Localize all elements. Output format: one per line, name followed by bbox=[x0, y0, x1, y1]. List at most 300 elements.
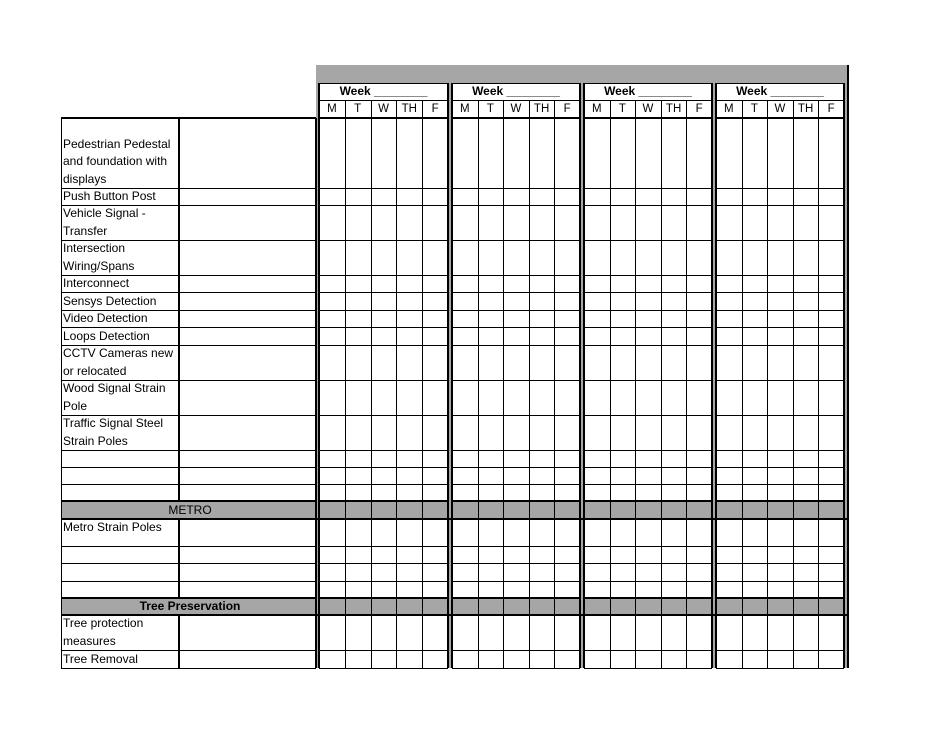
day-check-cell[interactable] bbox=[554, 292, 580, 310]
day-check-cell[interactable] bbox=[793, 380, 819, 415]
day-check-cell[interactable] bbox=[422, 327, 448, 345]
day-check-cell[interactable] bbox=[422, 415, 448, 450]
day-check-cell[interactable] bbox=[584, 310, 610, 327]
day-check-cell[interactable] bbox=[529, 484, 555, 501]
day-check-cell[interactable] bbox=[319, 615, 345, 650]
day-check-cell[interactable] bbox=[686, 240, 712, 275]
day-check-cell[interactable] bbox=[793, 581, 819, 598]
day-check-cell[interactable] bbox=[503, 292, 529, 310]
day-check-cell[interactable] bbox=[767, 467, 793, 484]
day-check-cell[interactable] bbox=[422, 345, 448, 380]
day-check-cell[interactable] bbox=[452, 345, 478, 380]
day-check-cell[interactable] bbox=[554, 467, 580, 484]
day-check-cell[interactable] bbox=[422, 450, 448, 467]
day-check-cell[interactable] bbox=[716, 345, 742, 380]
day-check-cell[interactable] bbox=[529, 519, 555, 546]
day-check-cell[interactable] bbox=[478, 467, 504, 484]
day-check-cell[interactable] bbox=[319, 310, 345, 327]
day-check-cell[interactable] bbox=[610, 345, 636, 380]
day-check-cell[interactable] bbox=[767, 188, 793, 205]
day-check-cell[interactable] bbox=[767, 292, 793, 310]
day-check-cell[interactable] bbox=[422, 615, 448, 650]
day-check-cell[interactable] bbox=[371, 615, 397, 650]
day-check-cell[interactable] bbox=[396, 188, 422, 205]
notes-cell[interactable] bbox=[179, 205, 316, 240]
day-check-cell[interactable] bbox=[610, 380, 636, 415]
day-check-cell[interactable] bbox=[452, 519, 478, 546]
day-check-cell[interactable] bbox=[584, 188, 610, 205]
day-check-cell[interactable] bbox=[686, 188, 712, 205]
day-check-cell[interactable] bbox=[584, 563, 610, 581]
day-check-cell[interactable] bbox=[319, 205, 345, 240]
day-check-cell[interactable] bbox=[554, 118, 580, 188]
notes-cell[interactable] bbox=[179, 310, 316, 327]
day-check-cell[interactable] bbox=[610, 650, 636, 668]
day-check-cell[interactable] bbox=[529, 650, 555, 668]
day-check-cell[interactable] bbox=[793, 563, 819, 581]
day-check-cell[interactable] bbox=[610, 484, 636, 501]
day-check-cell[interactable] bbox=[818, 650, 844, 668]
day-check-cell[interactable] bbox=[635, 546, 661, 563]
day-check-cell[interactable] bbox=[584, 327, 610, 345]
day-check-cell[interactable] bbox=[319, 188, 345, 205]
day-check-cell[interactable] bbox=[610, 581, 636, 598]
day-check-cell[interactable] bbox=[345, 327, 371, 345]
day-check-cell[interactable] bbox=[716, 484, 742, 501]
day-check-cell[interactable] bbox=[422, 519, 448, 546]
day-check-cell[interactable] bbox=[554, 345, 580, 380]
day-check-cell[interactable] bbox=[345, 188, 371, 205]
day-check-cell[interactable] bbox=[661, 327, 687, 345]
day-check-cell[interactable] bbox=[503, 546, 529, 563]
day-check-cell[interactable] bbox=[503, 615, 529, 650]
day-check-cell[interactable] bbox=[686, 563, 712, 581]
day-check-cell[interactable] bbox=[742, 581, 768, 598]
day-check-cell[interactable] bbox=[371, 275, 397, 292]
day-check-cell[interactable] bbox=[818, 380, 844, 415]
day-check-cell[interactable] bbox=[529, 327, 555, 345]
day-check-cell[interactable] bbox=[345, 467, 371, 484]
day-check-cell[interactable] bbox=[818, 546, 844, 563]
day-check-cell[interactable] bbox=[319, 275, 345, 292]
day-check-cell[interactable] bbox=[635, 450, 661, 467]
day-check-cell[interactable] bbox=[422, 467, 448, 484]
day-check-cell[interactable] bbox=[371, 205, 397, 240]
day-check-cell[interactable] bbox=[661, 240, 687, 275]
day-check-cell[interactable] bbox=[793, 188, 819, 205]
day-check-cell[interactable] bbox=[503, 327, 529, 345]
day-check-cell[interactable] bbox=[767, 519, 793, 546]
day-check-cell[interactable] bbox=[661, 450, 687, 467]
day-check-cell[interactable] bbox=[767, 205, 793, 240]
day-check-cell[interactable] bbox=[452, 380, 478, 415]
notes-cell[interactable] bbox=[179, 118, 316, 188]
day-check-cell[interactable] bbox=[584, 240, 610, 275]
day-check-cell[interactable] bbox=[319, 327, 345, 345]
day-check-cell[interactable] bbox=[610, 546, 636, 563]
day-check-cell[interactable] bbox=[503, 563, 529, 581]
day-check-cell[interactable] bbox=[503, 205, 529, 240]
day-check-cell[interactable] bbox=[478, 275, 504, 292]
day-check-cell[interactable] bbox=[584, 546, 610, 563]
day-check-cell[interactable] bbox=[478, 118, 504, 188]
day-check-cell[interactable] bbox=[635, 380, 661, 415]
day-check-cell[interactable] bbox=[554, 650, 580, 668]
day-check-cell[interactable] bbox=[584, 467, 610, 484]
day-check-cell[interactable] bbox=[371, 650, 397, 668]
day-check-cell[interactable] bbox=[610, 310, 636, 327]
day-check-cell[interactable] bbox=[742, 450, 768, 467]
day-check-cell[interactable] bbox=[767, 581, 793, 598]
day-check-cell[interactable] bbox=[478, 205, 504, 240]
day-check-cell[interactable] bbox=[716, 563, 742, 581]
day-check-cell[interactable] bbox=[716, 546, 742, 563]
day-check-cell[interactable] bbox=[319, 484, 345, 501]
day-check-cell[interactable] bbox=[793, 650, 819, 668]
day-check-cell[interactable] bbox=[635, 275, 661, 292]
day-check-cell[interactable] bbox=[584, 205, 610, 240]
week-label[interactable]: Week ________ bbox=[472, 84, 560, 98]
day-check-cell[interactable] bbox=[422, 240, 448, 275]
day-check-cell[interactable] bbox=[686, 275, 712, 292]
day-check-cell[interactable] bbox=[371, 240, 397, 275]
day-check-cell[interactable] bbox=[742, 327, 768, 345]
notes-cell[interactable] bbox=[179, 275, 316, 292]
day-check-cell[interactable] bbox=[793, 484, 819, 501]
day-check-cell[interactable] bbox=[767, 380, 793, 415]
day-check-cell[interactable] bbox=[452, 205, 478, 240]
day-check-cell[interactable] bbox=[503, 467, 529, 484]
week-label[interactable]: Week ________ bbox=[604, 84, 692, 98]
day-check-cell[interactable] bbox=[529, 467, 555, 484]
notes-cell[interactable] bbox=[179, 415, 316, 450]
day-check-cell[interactable] bbox=[396, 581, 422, 598]
day-check-cell[interactable] bbox=[529, 615, 555, 650]
day-check-cell[interactable] bbox=[452, 310, 478, 327]
day-check-cell[interactable] bbox=[396, 327, 422, 345]
day-check-cell[interactable] bbox=[793, 467, 819, 484]
day-check-cell[interactable] bbox=[742, 380, 768, 415]
day-check-cell[interactable] bbox=[396, 310, 422, 327]
day-check-cell[interactable] bbox=[686, 327, 712, 345]
day-check-cell[interactable] bbox=[554, 546, 580, 563]
day-check-cell[interactable] bbox=[371, 292, 397, 310]
day-check-cell[interactable] bbox=[818, 519, 844, 546]
day-check-cell[interactable] bbox=[371, 310, 397, 327]
day-check-cell[interactable] bbox=[529, 275, 555, 292]
day-check-cell[interactable] bbox=[661, 467, 687, 484]
day-check-cell[interactable] bbox=[742, 650, 768, 668]
day-check-cell[interactable] bbox=[742, 484, 768, 501]
day-check-cell[interactable] bbox=[345, 380, 371, 415]
day-check-cell[interactable] bbox=[635, 188, 661, 205]
day-check-cell[interactable] bbox=[396, 118, 422, 188]
day-check-cell[interactable] bbox=[319, 581, 345, 598]
day-check-cell[interactable] bbox=[686, 345, 712, 380]
day-check-cell[interactable] bbox=[371, 450, 397, 467]
day-check-cell[interactable] bbox=[742, 615, 768, 650]
day-check-cell[interactable] bbox=[478, 450, 504, 467]
day-check-cell[interactable] bbox=[319, 450, 345, 467]
day-check-cell[interactable] bbox=[554, 415, 580, 450]
day-check-cell[interactable] bbox=[610, 205, 636, 240]
day-check-cell[interactable] bbox=[686, 546, 712, 563]
day-check-cell[interactable] bbox=[554, 205, 580, 240]
day-check-cell[interactable] bbox=[635, 310, 661, 327]
day-check-cell[interactable] bbox=[319, 380, 345, 415]
day-check-cell[interactable] bbox=[661, 275, 687, 292]
day-check-cell[interactable] bbox=[478, 327, 504, 345]
day-check-cell[interactable] bbox=[742, 546, 768, 563]
day-check-cell[interactable] bbox=[319, 519, 345, 546]
day-check-cell[interactable] bbox=[503, 581, 529, 598]
day-check-cell[interactable] bbox=[422, 205, 448, 240]
day-check-cell[interactable] bbox=[716, 188, 742, 205]
day-check-cell[interactable] bbox=[635, 519, 661, 546]
day-check-cell[interactable] bbox=[529, 240, 555, 275]
day-check-cell[interactable] bbox=[716, 327, 742, 345]
day-check-cell[interactable] bbox=[345, 292, 371, 310]
day-check-cell[interactable] bbox=[452, 581, 478, 598]
day-check-cell[interactable] bbox=[716, 467, 742, 484]
day-check-cell[interactable] bbox=[371, 484, 397, 501]
day-check-cell[interactable] bbox=[767, 484, 793, 501]
day-check-cell[interactable] bbox=[554, 450, 580, 467]
day-check-cell[interactable] bbox=[716, 519, 742, 546]
day-check-cell[interactable] bbox=[503, 345, 529, 380]
day-check-cell[interactable] bbox=[554, 615, 580, 650]
day-check-cell[interactable] bbox=[478, 310, 504, 327]
day-check-cell[interactable] bbox=[529, 450, 555, 467]
day-check-cell[interactable] bbox=[422, 275, 448, 292]
day-check-cell[interactable] bbox=[661, 546, 687, 563]
day-check-cell[interactable] bbox=[661, 563, 687, 581]
day-check-cell[interactable] bbox=[529, 546, 555, 563]
day-check-cell[interactable] bbox=[635, 205, 661, 240]
day-check-cell[interactable] bbox=[529, 581, 555, 598]
day-check-cell[interactable] bbox=[610, 519, 636, 546]
day-check-cell[interactable] bbox=[584, 415, 610, 450]
day-check-cell[interactable] bbox=[635, 484, 661, 501]
day-check-cell[interactable] bbox=[529, 205, 555, 240]
day-check-cell[interactable] bbox=[767, 615, 793, 650]
day-check-cell[interactable] bbox=[610, 467, 636, 484]
day-check-cell[interactable] bbox=[478, 650, 504, 668]
day-check-cell[interactable] bbox=[716, 615, 742, 650]
day-check-cell[interactable] bbox=[529, 310, 555, 327]
day-check-cell[interactable] bbox=[818, 292, 844, 310]
week-label[interactable]: Week ________ bbox=[339, 84, 428, 98]
day-check-cell[interactable] bbox=[661, 519, 687, 546]
day-check-cell[interactable] bbox=[716, 292, 742, 310]
day-check-cell[interactable] bbox=[554, 484, 580, 501]
notes-cell[interactable] bbox=[179, 546, 316, 563]
day-check-cell[interactable] bbox=[422, 188, 448, 205]
day-check-cell[interactable] bbox=[503, 450, 529, 467]
day-check-cell[interactable] bbox=[452, 650, 478, 668]
day-check-cell[interactable] bbox=[452, 615, 478, 650]
day-check-cell[interactable] bbox=[396, 615, 422, 650]
day-check-cell[interactable] bbox=[793, 118, 819, 188]
day-check-cell[interactable] bbox=[422, 310, 448, 327]
day-check-cell[interactable] bbox=[452, 563, 478, 581]
notes-cell[interactable] bbox=[179, 581, 316, 598]
day-check-cell[interactable] bbox=[529, 380, 555, 415]
day-check-cell[interactable] bbox=[396, 519, 422, 546]
day-check-cell[interactable] bbox=[503, 380, 529, 415]
day-check-cell[interactable] bbox=[635, 292, 661, 310]
day-check-cell[interactable] bbox=[529, 345, 555, 380]
day-check-cell[interactable] bbox=[767, 546, 793, 563]
day-check-cell[interactable] bbox=[478, 484, 504, 501]
day-check-cell[interactable] bbox=[529, 563, 555, 581]
day-check-cell[interactable] bbox=[635, 581, 661, 598]
day-check-cell[interactable] bbox=[452, 118, 478, 188]
day-check-cell[interactable] bbox=[818, 484, 844, 501]
day-check-cell[interactable] bbox=[396, 450, 422, 467]
day-check-cell[interactable] bbox=[767, 310, 793, 327]
day-check-cell[interactable] bbox=[345, 450, 371, 467]
day-check-cell[interactable] bbox=[554, 563, 580, 581]
day-check-cell[interactable] bbox=[742, 467, 768, 484]
day-check-cell[interactable] bbox=[793, 310, 819, 327]
notes-cell[interactable] bbox=[179, 345, 316, 380]
day-check-cell[interactable] bbox=[503, 275, 529, 292]
day-check-cell[interactable] bbox=[503, 650, 529, 668]
day-check-cell[interactable] bbox=[767, 327, 793, 345]
day-check-cell[interactable] bbox=[422, 380, 448, 415]
day-check-cell[interactable] bbox=[478, 240, 504, 275]
day-check-cell[interactable] bbox=[742, 310, 768, 327]
day-check-cell[interactable] bbox=[635, 345, 661, 380]
day-check-cell[interactable] bbox=[503, 519, 529, 546]
day-check-cell[interactable] bbox=[478, 380, 504, 415]
day-check-cell[interactable] bbox=[793, 327, 819, 345]
day-check-cell[interactable] bbox=[452, 450, 478, 467]
day-check-cell[interactable] bbox=[716, 415, 742, 450]
day-check-cell[interactable] bbox=[661, 380, 687, 415]
day-check-cell[interactable] bbox=[686, 581, 712, 598]
day-check-cell[interactable] bbox=[345, 581, 371, 598]
day-check-cell[interactable] bbox=[422, 484, 448, 501]
day-check-cell[interactable] bbox=[767, 240, 793, 275]
day-check-cell[interactable] bbox=[818, 415, 844, 450]
day-check-cell[interactable] bbox=[478, 615, 504, 650]
day-check-cell[interactable] bbox=[371, 563, 397, 581]
day-check-cell[interactable] bbox=[818, 345, 844, 380]
day-check-cell[interactable] bbox=[818, 205, 844, 240]
day-check-cell[interactable] bbox=[635, 327, 661, 345]
day-check-cell[interactable] bbox=[345, 240, 371, 275]
day-check-cell[interactable] bbox=[584, 118, 610, 188]
day-check-cell[interactable] bbox=[396, 650, 422, 668]
day-check-cell[interactable] bbox=[371, 345, 397, 380]
day-check-cell[interactable] bbox=[818, 467, 844, 484]
day-check-cell[interactable] bbox=[345, 615, 371, 650]
day-check-cell[interactable] bbox=[452, 327, 478, 345]
day-check-cell[interactable] bbox=[767, 563, 793, 581]
day-check-cell[interactable] bbox=[661, 345, 687, 380]
day-check-cell[interactable] bbox=[716, 380, 742, 415]
day-check-cell[interactable] bbox=[661, 484, 687, 501]
day-check-cell[interactable] bbox=[716, 581, 742, 598]
day-check-cell[interactable] bbox=[422, 563, 448, 581]
notes-cell[interactable] bbox=[179, 519, 316, 546]
day-check-cell[interactable] bbox=[345, 205, 371, 240]
day-check-cell[interactable] bbox=[635, 118, 661, 188]
day-check-cell[interactable] bbox=[396, 484, 422, 501]
day-check-cell[interactable] bbox=[742, 188, 768, 205]
day-check-cell[interactable] bbox=[793, 205, 819, 240]
day-check-cell[interactable] bbox=[371, 327, 397, 345]
day-check-cell[interactable] bbox=[319, 650, 345, 668]
day-check-cell[interactable] bbox=[661, 205, 687, 240]
day-check-cell[interactable] bbox=[584, 450, 610, 467]
day-check-cell[interactable] bbox=[661, 188, 687, 205]
day-check-cell[interactable] bbox=[529, 188, 555, 205]
day-check-cell[interactable] bbox=[742, 345, 768, 380]
day-check-cell[interactable] bbox=[742, 415, 768, 450]
day-check-cell[interactable] bbox=[742, 292, 768, 310]
day-check-cell[interactable] bbox=[584, 581, 610, 598]
day-check-cell[interactable] bbox=[767, 650, 793, 668]
day-check-cell[interactable] bbox=[742, 240, 768, 275]
notes-cell[interactable] bbox=[179, 467, 316, 484]
day-check-cell[interactable] bbox=[610, 415, 636, 450]
day-check-cell[interactable] bbox=[371, 415, 397, 450]
day-check-cell[interactable] bbox=[818, 118, 844, 188]
day-check-cell[interactable] bbox=[818, 615, 844, 650]
day-check-cell[interactable] bbox=[422, 581, 448, 598]
day-check-cell[interactable] bbox=[742, 118, 768, 188]
day-check-cell[interactable] bbox=[584, 345, 610, 380]
day-check-cell[interactable] bbox=[610, 118, 636, 188]
notes-cell[interactable] bbox=[179, 563, 316, 581]
day-check-cell[interactable] bbox=[319, 467, 345, 484]
day-check-cell[interactable] bbox=[610, 615, 636, 650]
day-check-cell[interactable] bbox=[661, 310, 687, 327]
day-check-cell[interactable] bbox=[396, 240, 422, 275]
day-check-cell[interactable] bbox=[716, 310, 742, 327]
day-check-cell[interactable] bbox=[396, 563, 422, 581]
day-check-cell[interactable] bbox=[635, 563, 661, 581]
notes-cell[interactable] bbox=[179, 615, 316, 650]
day-check-cell[interactable] bbox=[661, 581, 687, 598]
day-check-cell[interactable] bbox=[716, 118, 742, 188]
day-check-cell[interactable] bbox=[716, 240, 742, 275]
day-check-cell[interactable] bbox=[478, 581, 504, 598]
day-check-cell[interactable] bbox=[686, 415, 712, 450]
day-check-cell[interactable] bbox=[793, 519, 819, 546]
day-check-cell[interactable] bbox=[319, 118, 345, 188]
day-check-cell[interactable] bbox=[422, 546, 448, 563]
day-check-cell[interactable] bbox=[452, 292, 478, 310]
day-check-cell[interactable] bbox=[478, 519, 504, 546]
day-check-cell[interactable] bbox=[686, 450, 712, 467]
day-check-cell[interactable] bbox=[554, 581, 580, 598]
day-check-cell[interactable] bbox=[661, 615, 687, 650]
day-check-cell[interactable] bbox=[584, 275, 610, 292]
day-check-cell[interactable] bbox=[452, 467, 478, 484]
day-check-cell[interactable] bbox=[767, 450, 793, 467]
day-check-cell[interactable] bbox=[635, 240, 661, 275]
day-check-cell[interactable] bbox=[529, 118, 555, 188]
day-check-cell[interactable] bbox=[422, 650, 448, 668]
day-check-cell[interactable] bbox=[452, 188, 478, 205]
day-check-cell[interactable] bbox=[554, 275, 580, 292]
day-check-cell[interactable] bbox=[818, 450, 844, 467]
day-check-cell[interactable] bbox=[793, 546, 819, 563]
